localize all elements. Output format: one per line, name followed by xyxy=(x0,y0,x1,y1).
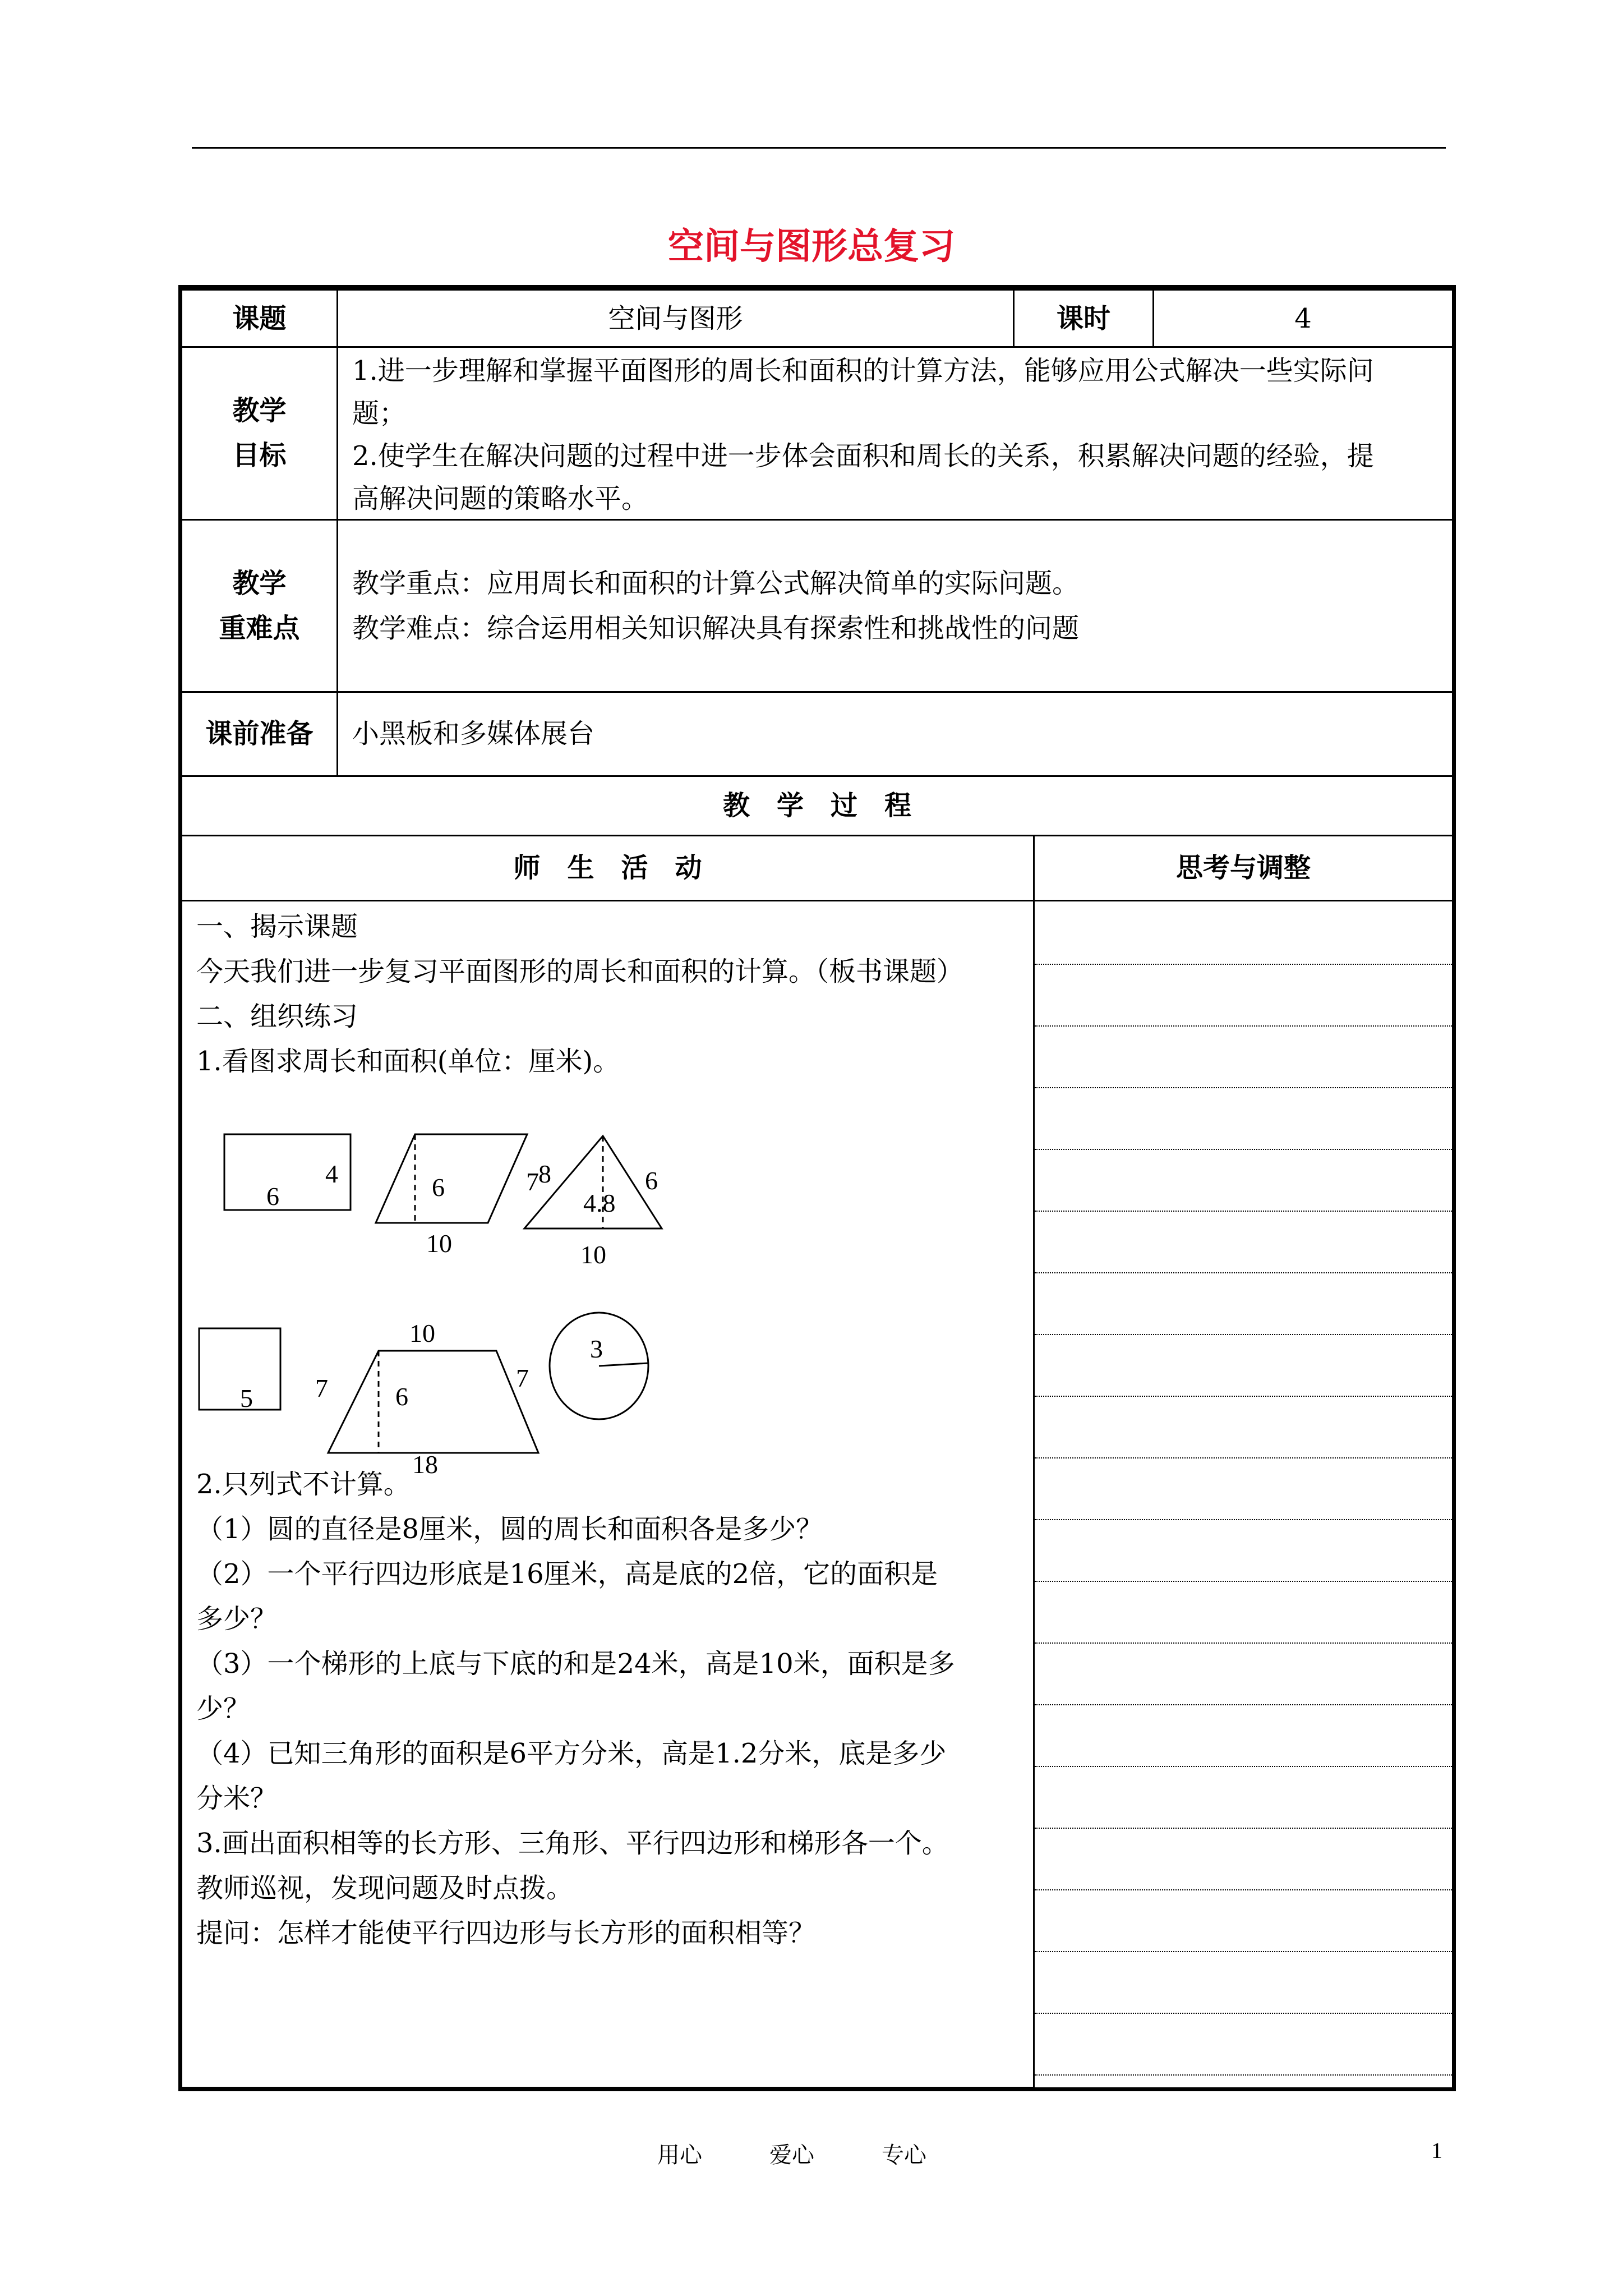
reflection-dotted-line xyxy=(1035,1396,1452,1397)
content-line: 一、揭示课题 xyxy=(196,911,358,942)
reflection-dotted-line xyxy=(1035,1519,1452,1520)
reflection-dotted-line xyxy=(1035,1334,1452,1335)
process-header: 教 学 过 程 xyxy=(722,790,911,821)
reflection-dotted-line xyxy=(1035,1704,1452,1705)
table-rule xyxy=(182,2087,1035,2088)
content-line: 教师巡视，发现问题及时点拨。 xyxy=(196,1872,574,1904)
reflection-dotted-line xyxy=(1035,1581,1452,1582)
reflection-dotted-line xyxy=(1035,1025,1452,1027)
content-line: （4）已知三角形的面积是6平方分米，高是1.2分米，底是多少 xyxy=(196,1738,947,1769)
goals-label: 教学 目标 xyxy=(232,395,287,471)
table-rule xyxy=(182,346,1452,348)
table-rule xyxy=(182,289,1452,291)
reflection-dotted-line xyxy=(1035,1642,1452,1644)
content-line: 少？ xyxy=(196,1693,251,1724)
keypoint-line: 教学重点：应用周长和面积的计算公式解决简单的实际问题。 xyxy=(352,568,1080,599)
triangle-left2-label: 8 xyxy=(538,1159,551,1188)
rect-width-label: 6 xyxy=(266,1182,279,1211)
goals-line: 2.使学生在解决问题的过程中进一步体会面积和周长的关系，积累解决问题的经验，提 xyxy=(352,440,1374,472)
reflection-dotted-line xyxy=(1035,1211,1452,1212)
content-line: 1.看图求周长和面积(单位：厘米)。 xyxy=(196,1046,620,1077)
prep-label: 课前准备 xyxy=(205,718,313,749)
trapezoid-shape xyxy=(328,1351,538,1453)
reflection-dotted-line xyxy=(1035,1457,1452,1458)
square-side-label: 5 xyxy=(240,1384,253,1412)
reflection-dotted-line xyxy=(1035,1828,1452,1829)
parallelogram-height-label: 6 xyxy=(432,1173,445,1202)
reflection-header: 思考与调整 xyxy=(1175,852,1311,884)
keypoints-label: 教学 重难点 xyxy=(219,568,300,644)
goals-line: 1.进一步理解和掌握平面图形的周长和面积的计算方法，能够应用公式解决一些实际问 xyxy=(352,355,1374,386)
header-rule xyxy=(192,147,1446,149)
period-label: 课时 xyxy=(1056,303,1110,334)
page-number: 1 xyxy=(1431,2138,1442,2163)
content-line: 今天我们进一步复习平面图形的周长和面积的计算。（板书课题） xyxy=(196,956,964,987)
triangle-base-label: 10 xyxy=(580,1240,606,1269)
content-line: （2）一个平行四边形底是16厘米，高是底的2倍，它的面积是 xyxy=(196,1558,938,1590)
table-rule xyxy=(182,691,1452,693)
goals-line: 题； xyxy=(352,398,407,429)
footer-motto-2: 爱心 xyxy=(769,2142,814,2168)
geometry-figures xyxy=(191,1099,1032,1475)
footer-motto-1: 用心 xyxy=(657,2142,702,2168)
content-line: 3.画出面积相等的长方形、三角形、平行四边形和梯形各一个。 xyxy=(196,1828,949,1859)
content-line: 二、组织练习 xyxy=(196,1001,358,1032)
content-line: 分米？ xyxy=(196,1783,278,1814)
page-title: 空间与图形总复习 xyxy=(668,226,955,268)
table-rule xyxy=(1033,835,1035,2087)
reflection-dotted-line xyxy=(1035,1272,1452,1273)
reflection-dotted-line xyxy=(1035,1951,1452,1952)
activity-header: 师 生 活 动 xyxy=(513,852,702,884)
reflection-dotted-line xyxy=(1035,964,1452,965)
reflection-dotted-line xyxy=(1035,1087,1452,1088)
reflection-dotted-line xyxy=(1035,1149,1452,1150)
trapezoid-right-label: 7 xyxy=(516,1364,529,1392)
parallelogram-base-label: 10 xyxy=(426,1229,452,1258)
triangle-height-label: 4.8 xyxy=(583,1189,616,1217)
triangle-left-label: 7 xyxy=(526,1167,539,1196)
content-line: 多少？ xyxy=(196,1603,278,1635)
content-line: （3）一个梯形的上底与下底的和是24米，高是10米，面积是多 xyxy=(196,1648,955,1680)
reflection-dotted-line xyxy=(1035,1766,1452,1767)
content-line: 2.只列式不计算。 xyxy=(196,1469,411,1500)
goals-line: 高解决问题的策略水平。 xyxy=(352,483,649,514)
topic-label: 课题 xyxy=(232,303,287,334)
reflection-dotted-line xyxy=(1035,2074,1452,2076)
content-line: （1）圆的直径是8厘米，圆的周长和面积各是多少？ xyxy=(196,1513,823,1545)
prep-value: 小黑板和多媒体展台 xyxy=(352,718,595,749)
table-rule xyxy=(336,289,338,775)
rect-height-label: 4 xyxy=(325,1159,338,1188)
triangle-right-label: 6 xyxy=(645,1166,658,1195)
reflection-dotted-line xyxy=(1035,2013,1452,2014)
trapezoid-left-label: 7 xyxy=(315,1374,328,1402)
trapezoid-bottom-label: 18 xyxy=(412,1450,438,1475)
keypoint-line: 教学难点：综合运用相关知识解决具有探索性和挑战性的问题 xyxy=(352,613,1080,644)
circle-radius-label: 3 xyxy=(590,1335,603,1363)
circle-radius xyxy=(599,1363,648,1366)
parallelogram-shape xyxy=(376,1134,527,1223)
trapezoid-top-label: 10 xyxy=(409,1319,435,1347)
reflection-dotted-line xyxy=(1035,1889,1452,1890)
table-rule xyxy=(182,900,1452,901)
topic-value: 空间与图形 xyxy=(608,303,743,334)
content-line: 提问：怎样才能使平行四边形与长方形的面积相等？ xyxy=(196,1917,816,1949)
footer-motto-3: 专心 xyxy=(882,2142,926,2168)
period-value: 4 xyxy=(1294,303,1312,334)
trapezoid-height-label: 6 xyxy=(395,1382,408,1411)
